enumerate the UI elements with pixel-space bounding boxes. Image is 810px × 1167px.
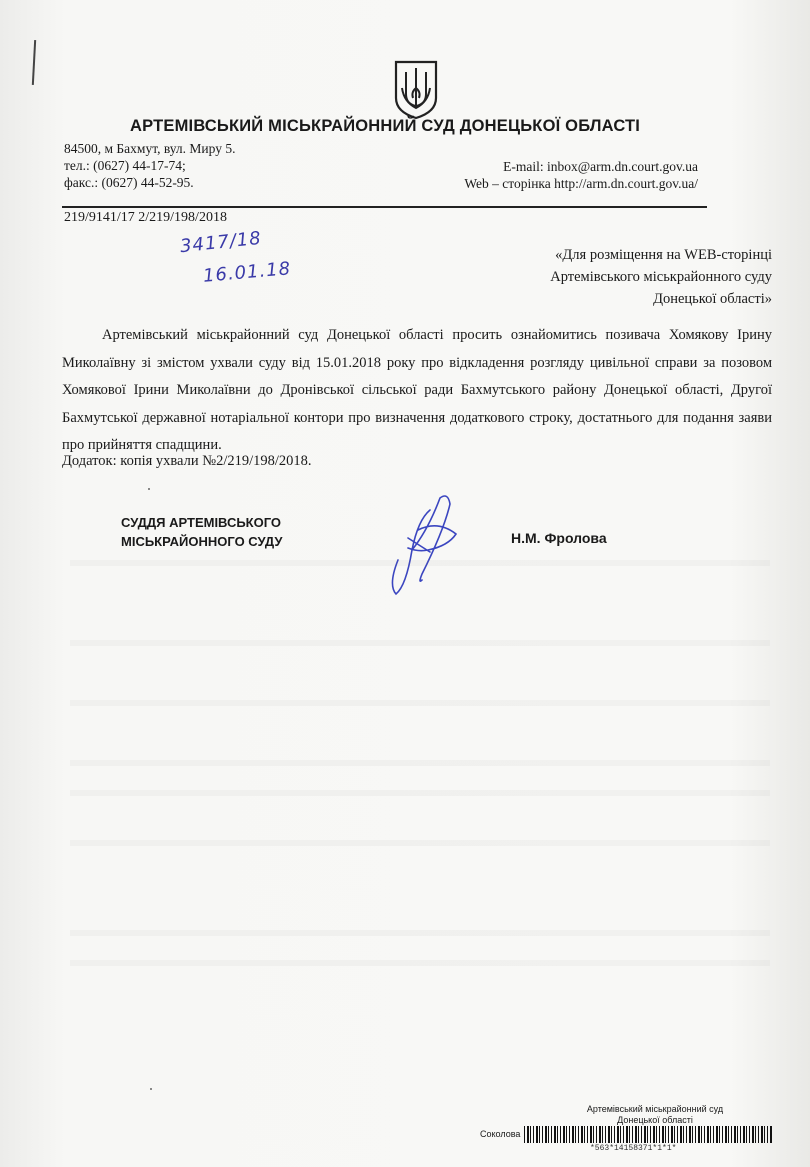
footer-court-stamp [570,1104,740,1126]
bleed-through-trace [70,960,770,966]
judge-name: Н.М. Фролова [511,530,607,546]
handwritten-signature [378,490,473,600]
contact-block-left [64,140,235,191]
clerk-name: Соколова [480,1129,521,1139]
fax-text: факс.: (0627) 44-52-95. [64,175,194,190]
judge-title-line: СУДДЯ АРТЕМІВСЬКОГО [121,515,282,530]
judge-title-line: МІСЬКРАЙОННОГО СУДУ [121,534,283,549]
phone-text: тел.: (0627) 44-17-74; [64,158,186,173]
web-publication-notice [550,244,772,310]
handwritten-registration-number: 3417/18 [179,227,263,258]
address-text: 84500, м Бахмут, вул. Миру 5. [64,141,236,156]
notice-line: «Для розміщення на WEB-сторінці [555,247,772,263]
email-text: E-mail: inbox@arm.dn.court.gov.ua [503,159,698,174]
coat-of-arms-trident-icon [392,58,440,120]
attachment-line: Додаток: копія ухвали №2/219/198/2018. [62,453,312,469]
bleed-through-trace [70,640,770,646]
bleed-through-trace [70,930,770,936]
case-number: 219/9141/17 2/219/198/2018 [64,210,227,225]
document-barcode [524,1126,772,1143]
footer-court-line: Донецької області [617,1115,693,1125]
barcode-number: *563*14158371*1*1* [590,1144,677,1153]
notice-line: Донецької області» [653,291,772,307]
website-text: Web – сторінка http://arm.dn.court.gov.ua/ [464,176,698,191]
bleed-through-trace [70,760,770,766]
bleed-through-trace [70,840,770,846]
handwritten-registration-date: 16.01.18 [202,258,292,287]
speck [148,488,150,490]
footer-court-line: Артемівський міськрайонний суд [586,1104,724,1114]
court-name-heading: АРТЕМІВСЬКИЙ МІСЬКРАЙОННИЙ СУД ДОНЕЦЬКОЇ ОБЛАСТІ [130,117,641,135]
letter-body-paragraph: Артемівський міськрайонний суд Донецької області просить ознайомитись позивача Хомякову Ірину Миколаївну зі змістом ухвали суду від 15.01.2018 року про відкладення розгляду цивільної справи за позовом Хомякової Ірини Миколаївни до Дронівської сільської ради Бахмутського району Донецької області, Другої Бахмутської державної нотаріальної контори про визначення додаткового строку, достатнього для подання заяви про прийняття спадщини. [62,327,772,453]
bleed-through-trace [70,560,770,566]
notice-line: Артемівського міськрайонного суду [550,269,772,285]
bleed-through-trace [70,790,770,796]
judge-title [121,513,282,551]
header-divider [62,206,707,208]
speck [150,1088,152,1090]
contact-block-right [464,158,698,192]
bleed-through-trace [70,700,770,706]
